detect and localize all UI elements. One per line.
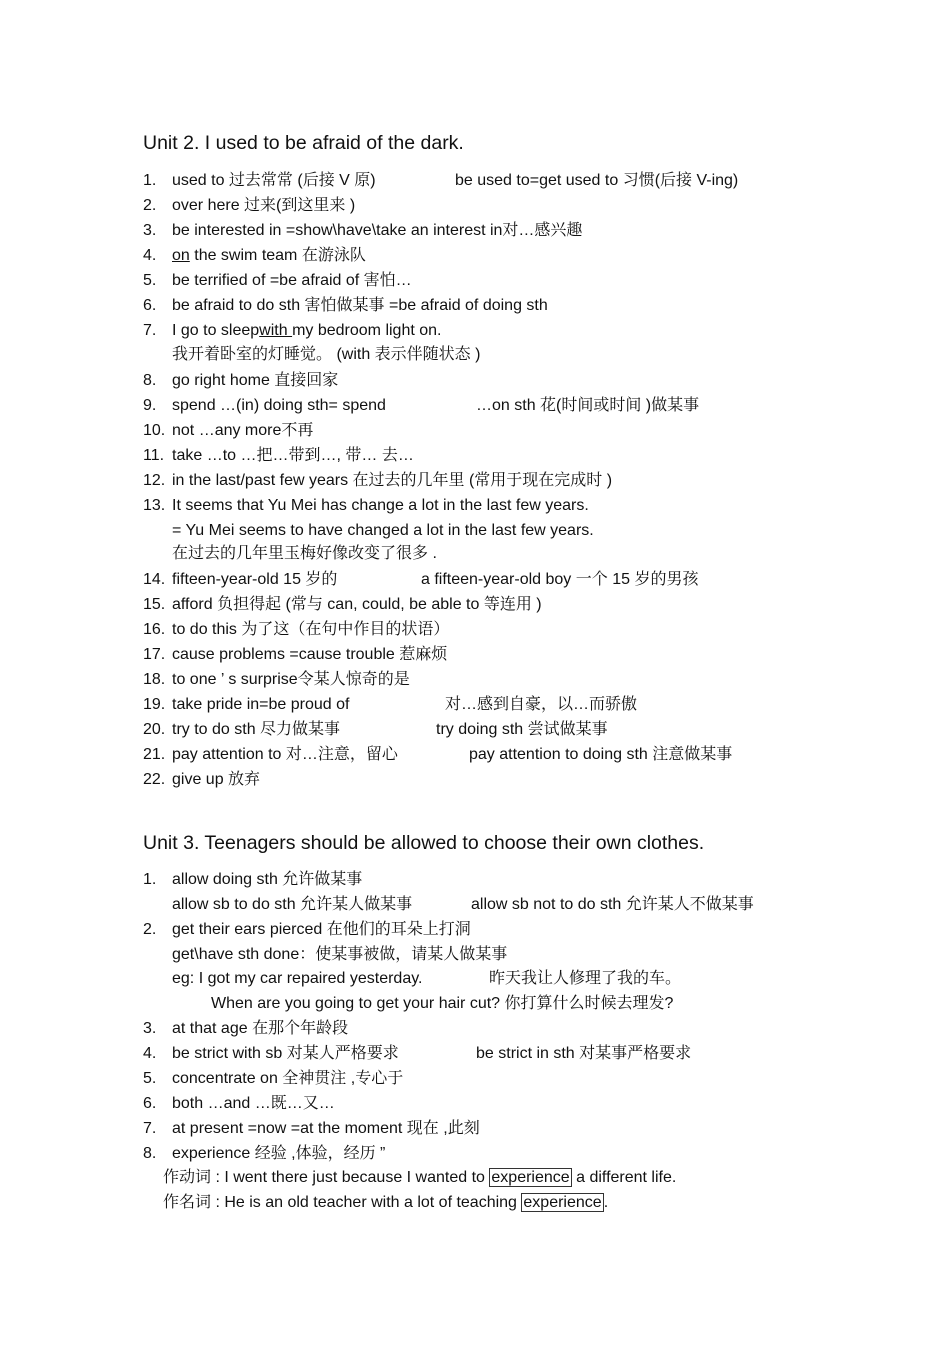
item-number: 11. (143, 447, 165, 464)
item-text: over here 过来(到这里来 ) (172, 197, 356, 214)
item-text: be strict with sb 对某人严格要求 (172, 1045, 399, 1062)
item-text: allow doing sth 允许做某事 (172, 871, 363, 888)
item-number: 8. (143, 1145, 157, 1162)
noun-usage-line (163, 1192, 608, 1214)
item-paraphrase: = Yu Mei seems to have changed a lot in the last few years. (172, 522, 594, 539)
item-number: 6. (143, 297, 157, 314)
item-text: try to do sth 尽力做某事 (172, 721, 341, 738)
item-translation: 我开着卧室的灯睡觉。 (with 表示伴随状态 ) (172, 346, 481, 363)
item-text-rest: my bedroom light on. (292, 322, 442, 339)
boxed-word: experience (523, 1194, 602, 1211)
verb-usage-prefix: 作动词 : I went there just because I wanted to (163, 1169, 490, 1186)
item-number: 10. (143, 422, 166, 439)
item-text: afford 负担得起 (常与 can, could, be able to 等连用 ) (172, 596, 542, 613)
item-number: 15. (143, 596, 166, 613)
item-number: 21. (143, 746, 166, 763)
underlined-word: on (172, 247, 190, 264)
item-text: concentrate on 全神贯注 ,专心于 (172, 1070, 404, 1087)
item-text-rest: the swim team 在游泳队 (189, 247, 366, 264)
verb-usage-suffix: a different life. (571, 1169, 677, 1186)
item-text-b: try doing sth 尝试做某事 (436, 721, 608, 738)
item-text-b: be strict in sth 对某事严格要求 (476, 1045, 692, 1062)
underlined-word: with (259, 322, 293, 339)
item-text: at that age 在那个年龄段 (172, 1020, 349, 1037)
item-text-b: 对…感到自豪，以…而骄傲 (445, 696, 638, 713)
item-number: 5. (143, 272, 157, 289)
item-number: 22. (143, 771, 166, 788)
item-text: experience 经验 ,体验，经历 ” (172, 1145, 386, 1162)
item-number: 13. (143, 497, 166, 514)
item-number: 12. (143, 472, 166, 489)
item-number: 20. (143, 721, 166, 738)
item-number: 2. (143, 921, 157, 938)
item-text: be interested in =show\have\take an interest in对…感兴趣 (172, 222, 583, 239)
item-text-b: pay attention to doing sth 注意做某事 (469, 746, 733, 763)
item-number: 3. (143, 222, 157, 239)
unit2-title: Unit 2. I used to be afraid of the dark. (143, 132, 464, 154)
item-number: 18. (143, 671, 166, 688)
item-text: not …any more不再 (172, 422, 314, 439)
item-number: 16. (143, 621, 166, 638)
item-translation: 在过去的几年里玉梅好像改变了很多 . (172, 545, 437, 562)
item-text: at present =now =at the moment 现在 ,此刻 (172, 1120, 480, 1137)
item-text: fifteen-year-old 15 岁的 (172, 571, 338, 588)
item-number: 7. (143, 322, 157, 339)
item-text: take …to …把…带到…, 带… 去… (172, 447, 414, 464)
item-number: 6. (143, 1095, 157, 1112)
item-text-c: allow sb to do sth 允许某人做某事 (172, 896, 413, 913)
boxed-word: experience (491, 1169, 570, 1186)
item-text-c2: allow sb not to do sth 允许某人不做某事 (471, 896, 754, 913)
item-text: cause problems =cause trouble 惹麻烦 (172, 646, 448, 663)
item-number: 4. (143, 247, 157, 264)
item-text: be afraid to do sth 害怕做某事 =be afraid of doing sth (172, 297, 548, 314)
item-number: 2. (143, 197, 157, 214)
item-number: 7. (143, 1120, 157, 1137)
noun-usage-prefix: 作名词 : He is an old teacher with a lot of teaching (163, 1194, 522, 1211)
item-text: to one ’ s surprise令某人惊奇的是 (172, 671, 410, 688)
item-text-b: a fifteen-year-old boy 一个 15 岁的男孩 (421, 571, 699, 588)
item-number: 9. (143, 397, 157, 414)
item-number: 14. (143, 571, 166, 588)
item-text: get their ears pierced 在他们的耳朵上打洞 (172, 921, 471, 938)
item-text-b: be used to=get used to 习惯(后接 V-ing) (455, 172, 739, 189)
item-number: 1. (143, 871, 157, 888)
item-text-start: I go to sleep (172, 322, 260, 339)
item-text (172, 245, 366, 267)
item-text: to do this 为了这（在句中作目的状语） (172, 621, 450, 638)
unit3-title: Unit 3. Teenagers should be allowed to choose their own clothes. (143, 832, 705, 854)
item-text: in the last/past few years 在过去的几年里 (常用于现在完成时 ) (172, 472, 613, 489)
item-text: take pride in=be proud of (172, 696, 350, 713)
item-number: 4. (143, 1045, 157, 1062)
item-number: 17. (143, 646, 166, 663)
item-number: 5. (143, 1070, 157, 1087)
item-text: used to 过去常常 (后接 V 原) (172, 172, 376, 189)
item-text: give up 放弃 (172, 771, 261, 788)
example-sentence: eg: I got my car repaired yesterday. (172, 970, 423, 987)
example-translation: 昨天我让人修理了我的车。 (489, 970, 682, 987)
item-text: It seems that Yu Mei has change a lot in the last few years. (172, 497, 589, 514)
item-text: both …and …既…又… (172, 1095, 335, 1112)
item-text (172, 320, 441, 342)
verb-usage-line (163, 1167, 676, 1189)
item-text: be terrified of =be afraid of 害怕… (172, 272, 412, 289)
example-sentence-2: When are you going to get your hair cut? 你打算什么时候去理发? (211, 995, 674, 1012)
item-text-b: …on sth 花(时间或时间 )做某事 (476, 397, 700, 414)
item-number: 19. (143, 696, 166, 713)
item-number: 8. (143, 372, 157, 389)
item-text: spend …(in) doing sth= spend (172, 397, 386, 414)
item-number: 1. (143, 172, 157, 189)
item-text: go right home 直接回家 (172, 372, 339, 389)
item-text: pay attention to 对…注意，留心 (172, 746, 398, 763)
item-text-c: get\have sth done：使某事被做，请某人做某事 (172, 946, 508, 963)
noun-usage-suffix: . (603, 1194, 609, 1211)
item-number: 3. (143, 1020, 157, 1037)
